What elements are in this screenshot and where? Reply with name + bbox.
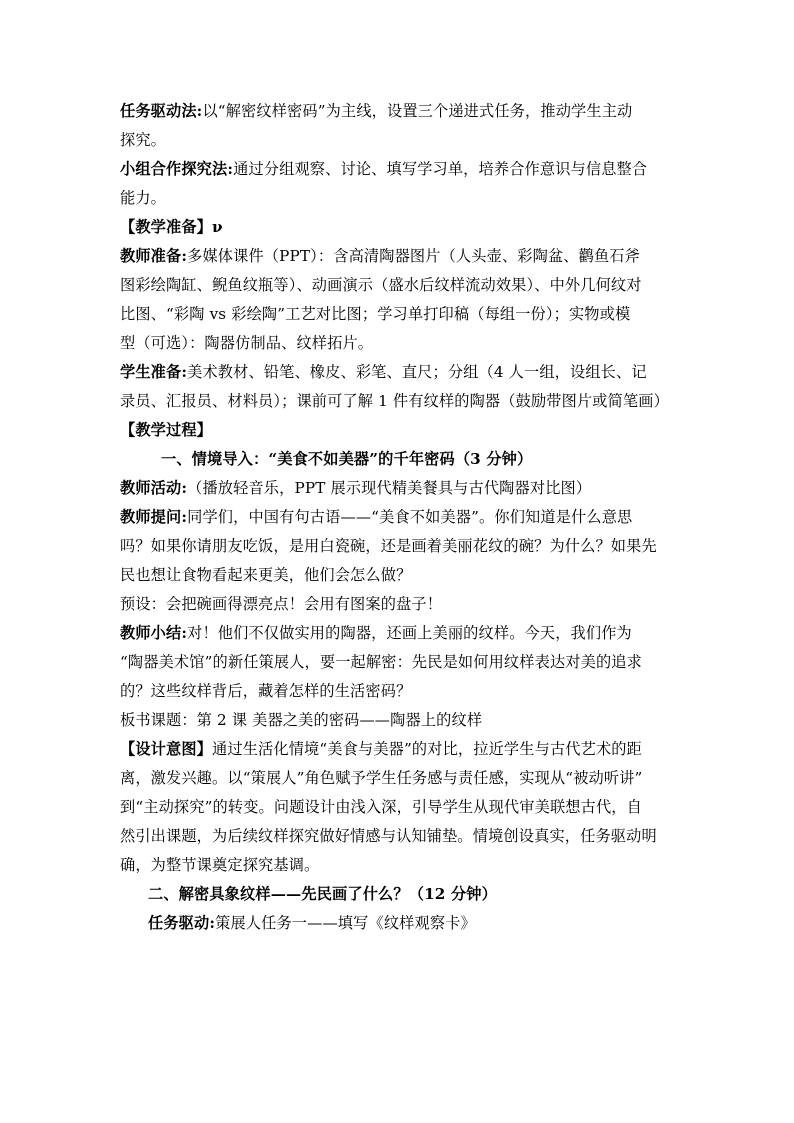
- paragraph-text: 图彩绘陶缸、鲵鱼纹瓶等）、动画演示（盛水后纹样流动效果）、中外几何纹对: [120, 276, 642, 294]
- paragraph-text: 以“解密纹样密码”为主线，设置三个递进式任务，推动学生主动: [202, 102, 633, 120]
- paragraph-text: 探究。: [120, 131, 167, 149]
- paragraph-continuation: [120, 851, 680, 880]
- paragraph-continuation: [120, 126, 680, 155]
- heading-section-two: [120, 880, 680, 909]
- paragraph-continuation: [120, 561, 680, 590]
- paragraph-text: 板书课题：第 2 课 美器之美的密码——陶器上的纹样: [120, 711, 483, 729]
- heading-teaching-preparation: [120, 213, 680, 242]
- document-page: [120, 97, 680, 938]
- section-heading: 二、解密具象纹样——先民画了什么？（12 分钟）: [148, 885, 497, 903]
- paragraph-student-preparation: [120, 358, 680, 387]
- paragraph-board-title: [120, 706, 680, 735]
- paragraph-text: 美术教材、铅笔、橡皮、彩笔、直尺；分组（4 人一组，设组长、记: [187, 363, 647, 381]
- paragraph-text: 确，为整节课奠定探究基调。: [120, 856, 320, 874]
- paragraph-text: 对！他们不仅做实用的陶器，还画上美丽的纹样。今天，我们作为: [187, 624, 632, 642]
- paragraph-continuation: [120, 793, 680, 822]
- paragraph-text: （播放轻音乐，PPT 展示现代精美餐具与古代陶器对比图）: [187, 479, 592, 497]
- paragraph-continuation: [120, 387, 680, 416]
- term-label: 【设计意图】: [120, 740, 213, 758]
- paragraph-text: 预设：会把碗画得漂亮点！会用有图案的盘子！: [120, 595, 443, 613]
- paragraph-text: 多媒体课件（PPT）：含高清陶器图片（人头壶、彩陶盆、鹳鱼石斧: [187, 247, 640, 265]
- paragraph-continuation: [120, 822, 680, 851]
- paragraph-continuation: [120, 271, 680, 300]
- paragraph-task-method: [120, 97, 680, 126]
- paragraph-text: 吗？如果你请朋友吃饭，是用白瓷碗，还是画着美丽花纹的碗？为什么？如果先: [120, 537, 657, 555]
- term-label: 教师提问:: [120, 508, 188, 526]
- paragraph-continuation: [120, 764, 680, 793]
- paragraph-group-method: [120, 155, 680, 184]
- paragraph-teacher-question: [120, 503, 680, 532]
- paragraph-continuation: [120, 677, 680, 706]
- paragraph-text: 型（可选）：陶器仿制品、纹样拓片。: [120, 334, 374, 352]
- heading-teaching-process: [120, 416, 680, 445]
- paragraph-continuation: [120, 648, 680, 677]
- paragraph-continuation: [120, 532, 680, 561]
- paragraph-text: 策展人任务一——填写《纹样观察卡》: [215, 914, 476, 932]
- paragraph-text: 离，激发兴趣。以“策展人”角色赋予学生任务感与责任感，实现从“被动听讲”: [120, 769, 643, 787]
- term-label: 小组合作探究法:: [120, 160, 234, 178]
- paragraph-continuation: [120, 300, 680, 329]
- paragraph-continuation: [120, 184, 680, 213]
- paragraph-text: “陶器美术馆”的新任策展人，要一起解密：先民是如何用纹样表达对美的追求: [120, 653, 642, 671]
- term-label: 任务驱动法:: [120, 102, 203, 120]
- paragraph-text: 通过分组观察、讨论、填写学习单，培养合作意识与信息整合: [233, 160, 648, 178]
- paragraph-text: 比图、“彩陶 vs 彩绘陶”工艺对比图；学习单打印稿（每组一份）；实物或模: [120, 305, 631, 323]
- paragraph-text: 民也想让食物看起来更美，他们会怎么做？: [120, 566, 412, 584]
- paragraph-text: 的？这些纹样背后，藏着怎样的生活密码？: [120, 682, 412, 700]
- paragraph-continuation: [120, 329, 680, 358]
- paragraph-task-drive: [120, 909, 680, 938]
- section-heading: 【教学过程】: [120, 421, 213, 439]
- heading-section-one: [120, 445, 680, 474]
- paragraph-text: 同学们，中国有句古语——“美食不如美器”。你们知道是什么意思: [187, 508, 633, 526]
- term-label: 教师小结:: [120, 624, 188, 642]
- paragraph-text: 通过生活化情境“美食与美器”的对比，拉近学生与古代艺术的距: [212, 740, 642, 758]
- term-label: 学生准备:: [120, 363, 188, 381]
- paragraph-teacher-activity: [120, 474, 680, 503]
- paragraph-teacher-preparation: [120, 242, 680, 271]
- paragraph-text: 到“主动探究”的转变。问题设计由浅入深，引导学生从现代审美联想古代，自: [120, 798, 642, 816]
- term-label: 教师准备:: [120, 247, 188, 265]
- paragraph-text: 能力。: [120, 189, 167, 207]
- paragraph-text: 然引出课题，为后续纹样探究做好情感与认知铺垫。情境创设真实，任务驱动明: [120, 827, 657, 845]
- section-heading: 一、情境导入：“美食不如美器”的千年密码（3 分钟）: [161, 450, 533, 468]
- term-label: 教师活动:: [120, 479, 188, 497]
- term-label: 任务驱动:: [148, 914, 216, 932]
- paragraph-design-intent: [120, 735, 680, 764]
- paragraph-teacher-summary: [120, 619, 680, 648]
- paragraph-expected-answer: [120, 590, 680, 619]
- paragraph-text: 录员、汇报员、材料员）；课前可了解 1 件有纹样的陶器（鼓励带图片或简笔画）: [120, 392, 669, 410]
- section-heading: 【教学准备】ν: [120, 218, 223, 236]
